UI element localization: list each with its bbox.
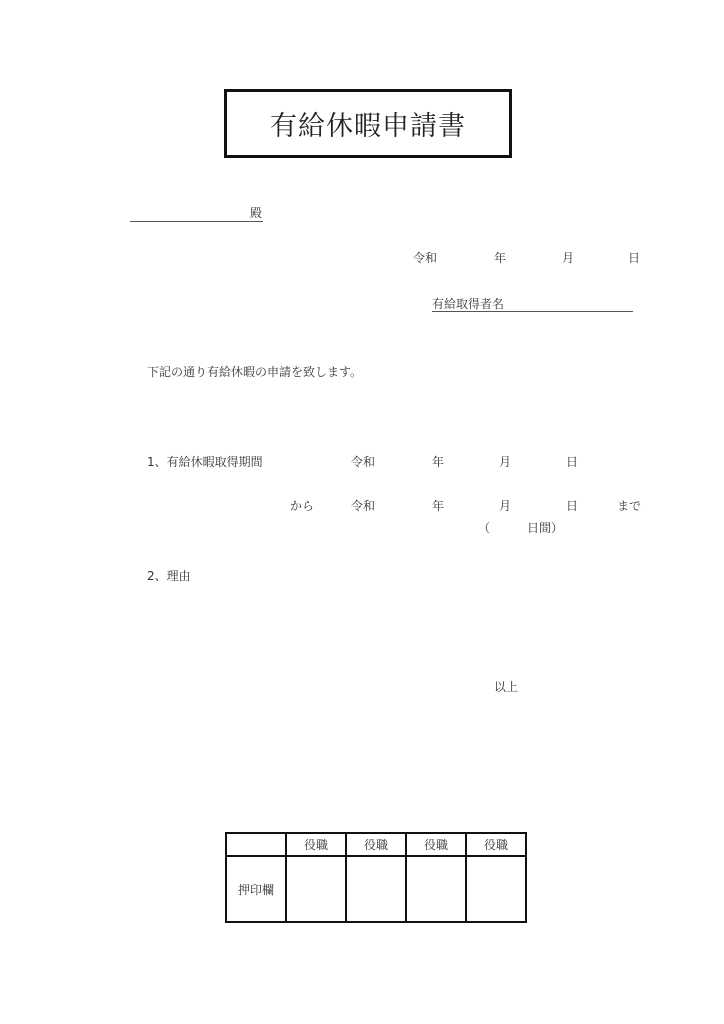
stamp-corner-cell xyxy=(226,833,286,856)
stamp-cell xyxy=(346,856,406,922)
to-era: 令和 xyxy=(351,499,376,513)
document-title: 有給休暇申請書 xyxy=(270,111,466,142)
date-month: 月 xyxy=(562,251,575,265)
from-day: 日 xyxy=(566,455,579,469)
from-year: 年 xyxy=(432,455,445,469)
date-year: 年 xyxy=(494,251,507,265)
to-day: 日 xyxy=(566,499,579,513)
days-open-paren: （ xyxy=(478,521,491,535)
to-prefix: から xyxy=(290,499,315,513)
stamp-cell xyxy=(466,856,526,922)
stamp-row xyxy=(226,856,526,922)
intro-text: 下記の通り有給休暇の申請を致します。 xyxy=(147,365,363,379)
item1-label: 1、有給休暇取得期間 xyxy=(147,455,263,469)
stamp-cell xyxy=(406,856,466,922)
position-header: 役職 xyxy=(466,833,526,856)
days-label: 日間） xyxy=(527,521,564,535)
stamp-cell xyxy=(286,856,346,922)
position-header: 役職 xyxy=(286,833,346,856)
applicant-underline xyxy=(432,311,633,312)
to-suffix: まで xyxy=(617,499,642,513)
stamp-header-row xyxy=(226,833,526,856)
from-era: 令和 xyxy=(351,455,376,469)
date-day: 日 xyxy=(628,251,641,265)
stamp-table xyxy=(225,832,527,923)
addressee-suffix: 殿 xyxy=(250,206,263,220)
position-header: 役職 xyxy=(346,833,406,856)
to-year: 年 xyxy=(432,499,445,513)
to-month: 月 xyxy=(499,499,512,513)
applicant-label: 有給取得者名 xyxy=(432,297,505,311)
addressee-underline xyxy=(130,221,263,222)
document-title-box xyxy=(224,89,512,158)
item2-label: 2、理由 xyxy=(147,569,191,583)
from-month: 月 xyxy=(499,455,512,469)
closing-text: 以上 xyxy=(494,680,519,694)
position-header: 役職 xyxy=(406,833,466,856)
date-era: 令和 xyxy=(413,251,438,265)
stamp-row-label: 押印欄 xyxy=(226,856,286,922)
